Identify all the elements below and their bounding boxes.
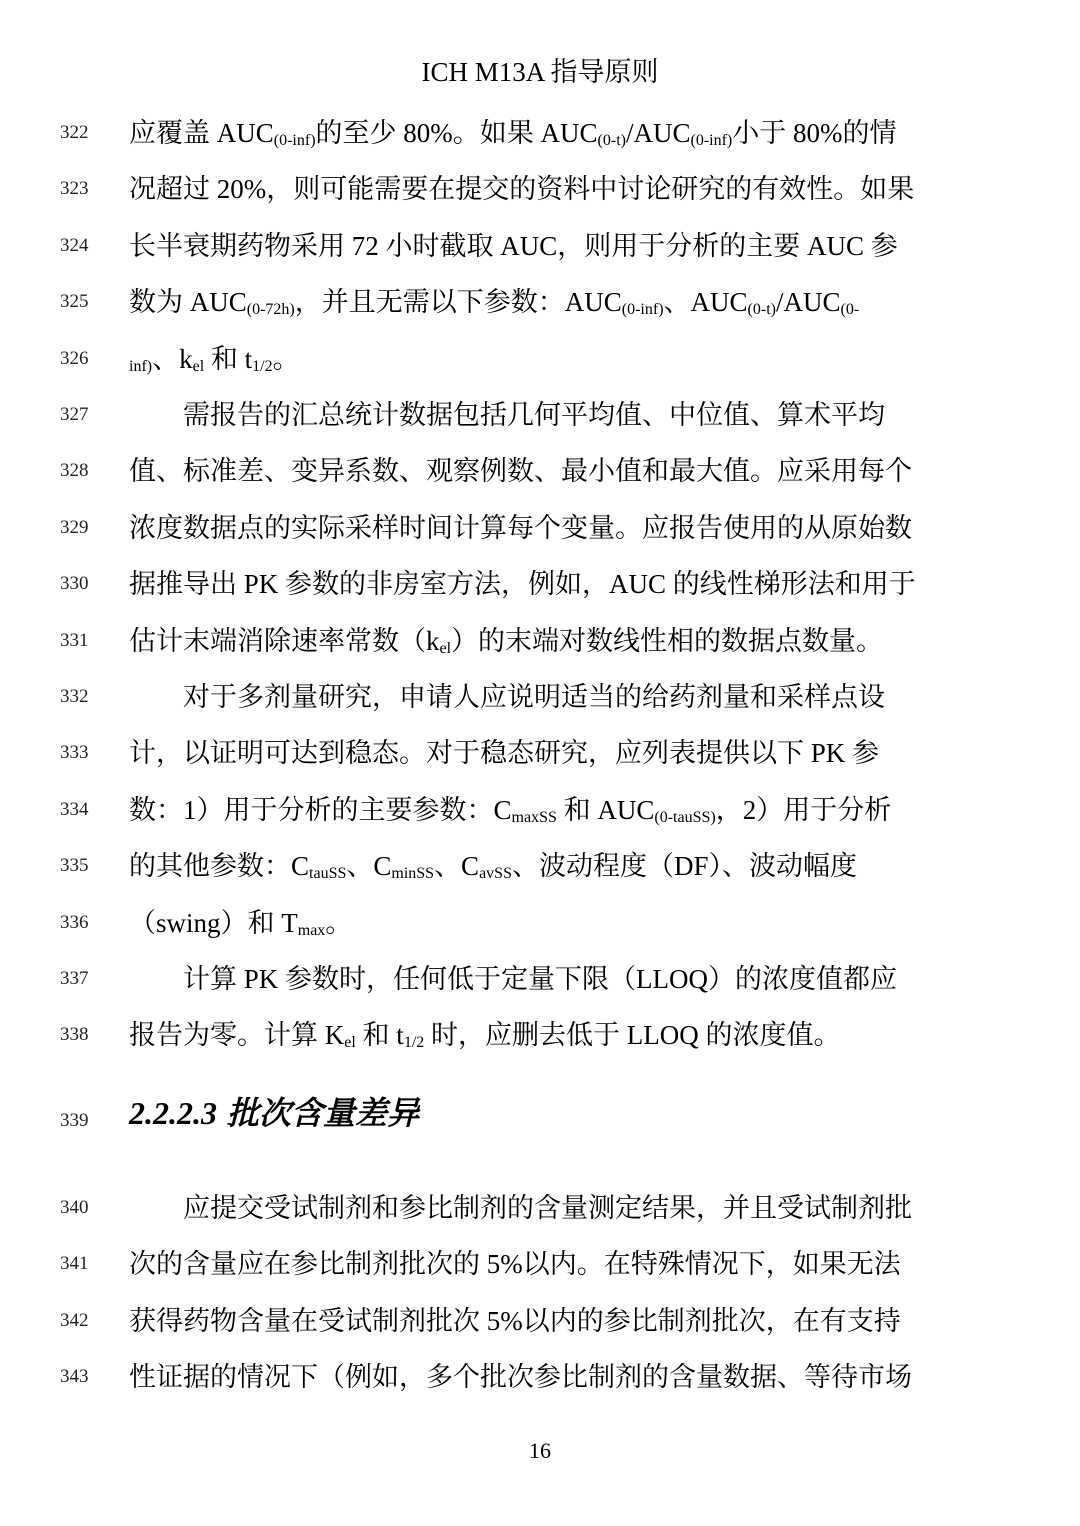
text-line — [0, 163, 1080, 219]
text-run: 和 t — [355, 1020, 404, 1051]
subscript: (0-tauSS) — [654, 808, 716, 826]
text-run: 况超过 20%，则可能需要在提交的资料中讨论研究的有效性。如果 — [129, 174, 915, 205]
line-text — [129, 677, 977, 717]
line-number: 329 — [60, 516, 89, 538]
section-number: 2.2.2.3 — [129, 1095, 217, 1131]
text-run: ）的末端对数线性相的数据点数量。 — [451, 625, 884, 656]
subscript: 1/2 — [252, 357, 273, 375]
line-text — [129, 169, 977, 209]
line-number: 338 — [60, 1024, 89, 1046]
text-run: 计算 PK 参数时，任何低于定量下限（LLOQ）的浓度值都应 — [129, 964, 897, 994]
line-text — [129, 621, 977, 661]
subscript: el — [192, 357, 205, 375]
text-run: 获得药物含量在受试制剂批次 5%以内的参比制剂批次，在有支持 — [129, 1305, 901, 1336]
line-text — [129, 790, 977, 830]
text-run: 、C — [434, 851, 480, 882]
line-text — [129, 226, 977, 266]
subscript: minSS — [391, 865, 435, 883]
line-number: 336 — [60, 911, 89, 933]
text-run: 的其他参数：C — [129, 851, 310, 882]
line-number: 324 — [60, 234, 89, 256]
text-run: 次的含量应在参比制剂批次的 5%以内。在特殊情况下，如果无法 — [129, 1249, 901, 1280]
text-run: 和 t — [204, 343, 253, 374]
text-run: （swing）和 T — [129, 907, 298, 938]
line-text — [129, 508, 977, 548]
text-line — [0, 953, 1080, 1009]
subscript: maxSS — [511, 808, 557, 826]
line-number: 332 — [60, 686, 89, 707]
subscript: (0-t) — [597, 132, 626, 149]
section-heading — [129, 1088, 419, 1138]
line-number: 326 — [60, 347, 89, 369]
subscript: (0-inf) — [621, 301, 664, 319]
line-text — [129, 451, 977, 491]
line-number: 333 — [60, 742, 89, 764]
text-run: 、C — [346, 851, 392, 882]
line-text — [129, 959, 977, 999]
text-line — [0, 1009, 1080, 1065]
line-text — [129, 564, 977, 604]
text-run: 报告为零。计算 K — [129, 1020, 345, 1051]
text-run: 估计末端消除速率常数（k — [129, 625, 440, 656]
text-line — [0, 107, 1080, 163]
text-line — [0, 220, 1080, 276]
text-line — [0, 615, 1080, 671]
text-run: 、波动程度（DF）、波动幅度 — [511, 851, 857, 882]
text-line — [0, 502, 1080, 558]
line-number: 342 — [60, 1309, 89, 1331]
text-run: 应提交受试制剂和参比制剂的含量测定结果，并且受试制剂批 — [129, 1193, 912, 1223]
line-number: 325 — [60, 291, 89, 313]
text-run: 浓度数据点的实际采样时间计算每个变量。应报告使用的从原始数 — [129, 512, 912, 543]
line-text — [129, 395, 977, 435]
line-number: 339 — [60, 1110, 89, 1131]
text-run: 计，以证明可达到稳态。对于稳态研究，应列表提供以下 PK 参 — [129, 738, 880, 769]
line-number: 331 — [60, 629, 89, 651]
text-line — [0, 1351, 1080, 1407]
text-run: 。 — [325, 907, 353, 938]
text-run: 长半衰期药物采用 72 小时截取 AUC，则用于分析的主要 AUC 参 — [129, 230, 898, 261]
text-run: /AUC — [625, 118, 691, 148]
line-number: 330 — [60, 573, 89, 595]
line-number: 323 — [60, 178, 89, 200]
subscript: (0-72h) — [246, 301, 295, 319]
line-text — [129, 1188, 977, 1228]
text-run: 值、标准差、变异系数、观察例数、最小值和最大值。应采用每个 — [129, 456, 912, 487]
page-header-title: ICH M13A 指导原则 — [421, 57, 659, 87]
text-run: 需报告的汇总统计数据包括几何平均值、中位值、算术平均 — [129, 400, 885, 430]
line-text — [129, 1301, 977, 1341]
text-run: 、AUC — [663, 287, 748, 318]
line-number: 334 — [60, 798, 89, 820]
subscript: 1/2 — [403, 1034, 425, 1052]
line-text — [129, 339, 977, 379]
text-line — [0, 784, 1080, 840]
line-number: 322 — [60, 122, 89, 143]
text-line — [0, 389, 1080, 445]
text-run: 、k — [152, 343, 193, 374]
subscript: inf) — [129, 357, 153, 375]
text-line — [0, 897, 1080, 953]
text-run: 。 — [272, 343, 300, 374]
section-title: 批次含量差异 — [227, 1095, 420, 1131]
subscript: (0-inf) — [273, 132, 316, 149]
text-run: 和 AUC — [556, 794, 655, 825]
line-text — [129, 1015, 977, 1055]
subscript: max — [297, 921, 326, 939]
text-line — [0, 1238, 1080, 1294]
line-text — [129, 903, 977, 943]
subscript: el — [439, 639, 452, 657]
text-line — [0, 671, 1080, 727]
text-line — [0, 445, 1080, 501]
line-text — [129, 113, 977, 153]
line-number: 341 — [60, 1253, 89, 1275]
line-text — [129, 1357, 977, 1397]
text-run: ，2）用于分析 — [715, 794, 892, 825]
line-number: 328 — [60, 460, 89, 482]
page-number: 16 — [529, 1438, 551, 1463]
line-text — [129, 1244, 977, 1284]
text-run: 时，应删去低于 LLOQ 的浓度值。 — [424, 1020, 841, 1051]
text-run: 小于 80%的情 — [732, 118, 897, 148]
line-number: 327 — [60, 404, 89, 425]
text-line — [0, 333, 1080, 389]
text-line — [0, 840, 1080, 896]
text-run: 据推导出 PK 参数的非房室方法，例如，AUC 的线性梯形法和用于 — [129, 569, 916, 600]
subscript: el — [344, 1034, 356, 1052]
line-number: 343 — [60, 1366, 89, 1388]
text-line — [0, 1182, 1080, 1238]
subscript: (0-t) — [747, 301, 776, 319]
text-run: 对于多剂量研究，申请人应说明适当的给药剂量和采样点设 — [129, 682, 885, 712]
text-line — [0, 727, 1080, 783]
text-run: 的至少 80%。如果 AUC — [315, 118, 598, 148]
subscript: tauSS — [309, 865, 347, 883]
text-run: 应覆盖 AUC — [129, 118, 274, 148]
subscript: (0- — [840, 301, 860, 319]
text-run: ，并且无需以下参数：AUC — [294, 287, 622, 318]
line-text — [129, 733, 977, 773]
text-run: 性证据的情况下（例如，多个批次参比制剂的含量数据、等待市场 — [129, 1362, 912, 1393]
line-text — [129, 282, 977, 322]
text-run: 数为 AUC — [129, 287, 247, 318]
line-number: 340 — [60, 1197, 89, 1218]
subscript: avSS — [479, 865, 512, 883]
subscript: (0-inf) — [690, 132, 733, 149]
line-text — [129, 846, 977, 886]
text-run: /AUC — [775, 287, 841, 318]
text-line — [0, 1295, 1080, 1351]
text-run: 数：1）用于分析的主要参数：C — [129, 794, 512, 825]
text-line — [0, 558, 1080, 614]
line-number: 337 — [60, 968, 89, 989]
text-line — [0, 276, 1080, 332]
line-number: 335 — [60, 855, 89, 877]
